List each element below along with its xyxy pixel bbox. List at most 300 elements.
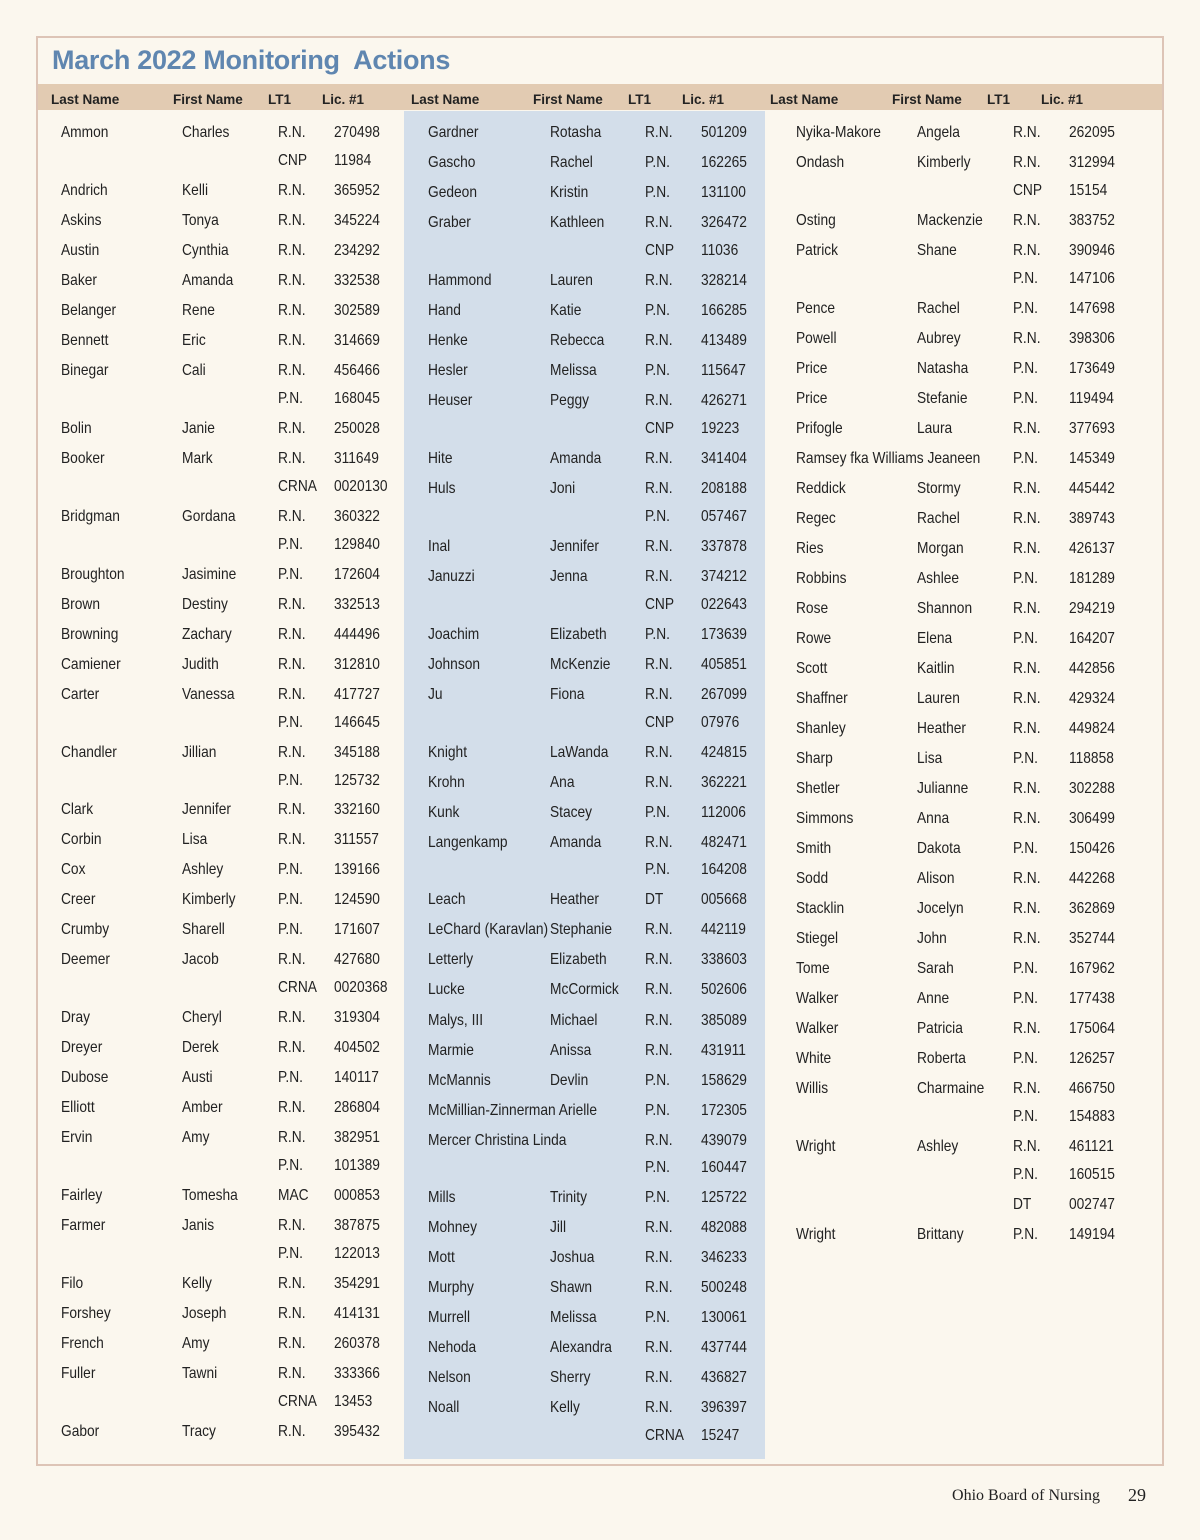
license-number: 404502 xyxy=(334,1039,380,1056)
license-type: P.N. xyxy=(1013,570,1038,587)
first-name: Sherry xyxy=(550,1369,591,1386)
header-first-name: First Name xyxy=(533,92,603,107)
last-name: Filo xyxy=(61,1275,84,1292)
first-name: Jacob xyxy=(182,951,219,968)
first-name: Morgan xyxy=(917,540,964,557)
license-type: P.N. xyxy=(645,626,670,643)
first-name: Kristin xyxy=(550,184,589,201)
license-number: 442268 xyxy=(1069,870,1115,887)
first-name: Amanda xyxy=(550,834,602,851)
first-name: Heather xyxy=(550,891,599,908)
last-name: Murrell xyxy=(428,1309,471,1326)
last-name: Hite xyxy=(428,450,453,467)
license-number: 164208 xyxy=(701,861,747,878)
license-number: 311557 xyxy=(334,831,379,848)
license-number: 345224 xyxy=(334,212,380,229)
first-name: Ashley xyxy=(182,861,224,878)
last-name: Joachim xyxy=(428,626,480,643)
license-number: 396397 xyxy=(701,1399,747,1416)
license-type: R.N. xyxy=(645,1042,673,1059)
first-name: Patricia xyxy=(917,1020,963,1037)
license-number: 119494 xyxy=(1069,390,1114,407)
last-name: Leach xyxy=(428,891,466,908)
last-name: Price xyxy=(796,390,828,407)
license-type: R.N. xyxy=(645,392,673,409)
license-type: P.N. xyxy=(645,1189,670,1206)
license-number: 482471 xyxy=(701,834,747,851)
license-number: 002747 xyxy=(1069,1196,1115,1213)
license-number: 500248 xyxy=(701,1279,747,1296)
first-name: Elizabeth xyxy=(550,626,607,643)
license-number: 262095 xyxy=(1069,124,1115,141)
first-name: Amber xyxy=(182,1099,223,1116)
first-name: Janie xyxy=(182,420,215,437)
table-row xyxy=(0,119,1200,147)
last-name: Deemer xyxy=(61,951,110,968)
license-number: 101389 xyxy=(334,1157,380,1174)
header-first-name: First Name xyxy=(173,92,243,107)
license-type: R.N. xyxy=(645,450,673,467)
table-row xyxy=(0,835,1200,863)
last-name: Reddick xyxy=(796,480,846,497)
license-type: P.N. xyxy=(1013,360,1038,377)
license-number: 390946 xyxy=(1069,242,1115,259)
license-type: R.N. xyxy=(1013,870,1041,887)
license-number: 173639 xyxy=(701,626,747,643)
last-name: Hammond xyxy=(428,272,492,289)
license-number: 346233 xyxy=(701,1249,747,1266)
license-type: R.N. xyxy=(1013,660,1041,677)
license-type: R.N. xyxy=(1013,420,1041,437)
last-name: Hesler xyxy=(428,362,468,379)
first-name: Kimberly xyxy=(917,154,971,171)
last-name: Elliott xyxy=(61,1099,95,1116)
license-type: R.N. xyxy=(278,1275,306,1292)
first-name: Kelly xyxy=(182,1275,212,1292)
license-number: 168045 xyxy=(334,390,380,407)
license-type: R.N. xyxy=(278,272,306,289)
license-type: R.N. xyxy=(645,1369,673,1386)
first-name: Fiona xyxy=(550,686,585,703)
license-number: 270498 xyxy=(334,124,380,141)
last-name: Askins xyxy=(61,212,102,229)
first-name: Devlin xyxy=(550,1072,589,1089)
first-name: Jillian xyxy=(182,744,217,761)
license-number: 124590 xyxy=(334,891,380,908)
license-type: R.N. xyxy=(645,744,673,761)
license-type: P.N. xyxy=(278,1245,303,1262)
table-row xyxy=(0,925,1200,953)
first-name: Amy xyxy=(182,1129,210,1146)
last-name: Osting xyxy=(796,212,836,229)
license-type: R.N. xyxy=(278,362,306,379)
first-name: Amanda xyxy=(550,450,602,467)
first-name: John xyxy=(917,930,947,947)
last-name: Henke xyxy=(428,332,468,349)
first-name: Rachel xyxy=(917,510,960,527)
last-name: Mills xyxy=(428,1189,456,1206)
license-number: 332513 xyxy=(334,596,380,613)
license-number: 341404 xyxy=(701,450,747,467)
last-name: Januzzi xyxy=(428,568,475,585)
license-number: 389743 xyxy=(1069,510,1115,527)
table-row xyxy=(0,1274,1200,1302)
first-name: Cynthia xyxy=(182,242,229,259)
last-name: Camiener xyxy=(61,656,121,673)
last-name: Malys, III xyxy=(428,1012,484,1029)
license-number: 145349 xyxy=(1069,450,1115,467)
license-type: P.N. xyxy=(278,772,303,789)
table-row xyxy=(0,445,1200,473)
table-row xyxy=(0,1075,1200,1103)
license-number: 131100 xyxy=(701,184,746,201)
license-number: 172604 xyxy=(334,566,380,583)
license-type: P.N. xyxy=(278,536,303,553)
last-name: Simmons xyxy=(796,810,854,827)
license-type: R.N. xyxy=(278,1129,306,1146)
last-name: Austin xyxy=(61,242,100,259)
footer-org: Ohio Board of Nursing xyxy=(952,1487,1100,1504)
license-number: 15247 xyxy=(701,1427,740,1444)
first-name: Rachel xyxy=(917,300,960,317)
table-row xyxy=(0,1015,1200,1043)
license-number: 362221 xyxy=(701,774,747,791)
license-type: P.N. xyxy=(278,1069,303,1086)
license-number: 286804 xyxy=(334,1099,380,1116)
license-type: DT xyxy=(645,891,664,908)
license-number: 139166 xyxy=(334,861,380,878)
license-number: 431911 xyxy=(701,1042,746,1059)
license-type: DT xyxy=(1013,1196,1032,1213)
license-number: 426137 xyxy=(1069,540,1115,557)
license-type: R.N. xyxy=(278,626,306,643)
table-row xyxy=(0,1221,1200,1249)
last-name: Bridgman xyxy=(61,508,120,525)
header-lt1: LT1 xyxy=(628,92,651,107)
license-type: R.N. xyxy=(645,774,673,791)
license-type: R.N. xyxy=(645,1219,673,1236)
first-name: Dakota xyxy=(917,840,961,857)
last-name: Johnson xyxy=(428,656,481,673)
license-number: 328214 xyxy=(701,272,747,289)
license-number: 398306 xyxy=(1069,330,1115,347)
table-row xyxy=(0,775,1200,803)
license-number: 175064 xyxy=(1069,1020,1115,1037)
table-row xyxy=(0,177,1200,205)
license-number: 0020368 xyxy=(334,979,388,996)
first-name: Jennifer xyxy=(550,538,599,555)
license-number: 482088 xyxy=(701,1219,747,1236)
first-name: Derek xyxy=(182,1039,219,1056)
first-name: Jocelyn xyxy=(917,900,964,917)
table-row xyxy=(0,565,1200,593)
license-type: CRNA xyxy=(278,1393,317,1410)
license-type: R.N. xyxy=(278,420,306,437)
license-number: 302288 xyxy=(1069,780,1115,797)
license-number: 122013 xyxy=(334,1245,380,1262)
first-name: Gordana xyxy=(182,508,236,525)
license-number: 160447 xyxy=(701,1159,747,1176)
last-name: Scott xyxy=(796,660,828,677)
license-type: R.N. xyxy=(278,801,306,818)
last-name: Cox xyxy=(61,861,86,878)
license-number: 167962 xyxy=(1069,960,1115,977)
license-type: R.N. xyxy=(645,1012,673,1029)
license-number: 387875 xyxy=(334,1217,380,1234)
last-name: Nyika-Makore xyxy=(796,124,881,141)
first-name: Aubrey xyxy=(917,330,961,347)
first-name: Michael xyxy=(550,1012,598,1029)
first-name: Eric xyxy=(182,332,206,349)
last-name: Fairley xyxy=(61,1187,103,1204)
license-type: R.N. xyxy=(278,1305,306,1322)
first-name: Lisa xyxy=(917,750,943,767)
license-number: 439079 xyxy=(701,1132,747,1149)
header-lic1: Lic. #1 xyxy=(682,92,725,107)
last-name: Dray xyxy=(61,1009,91,1026)
license-type: R.N. xyxy=(1013,780,1041,797)
last-name: Smith xyxy=(796,840,832,857)
license-number: 130061 xyxy=(701,1309,747,1326)
first-name: McCormick xyxy=(550,981,619,998)
first-name: Kelli xyxy=(182,182,209,199)
first-name: Angela xyxy=(917,124,960,141)
last-name: Robbins xyxy=(796,570,847,587)
license-number: 140117 xyxy=(334,1069,379,1086)
table-row xyxy=(0,149,1200,177)
last-name: Ervin xyxy=(61,1129,93,1146)
last-name: White xyxy=(796,1050,832,1067)
last-name: Gedeon xyxy=(428,184,477,201)
license-type: P.N. xyxy=(1013,630,1038,647)
license-number: 260378 xyxy=(334,1335,380,1352)
license-type: CRNA xyxy=(278,478,317,495)
last-name: LeChard (Karavlan) xyxy=(428,921,549,938)
license-number: 312810 xyxy=(334,656,380,673)
license-type: P.N. xyxy=(278,1157,303,1174)
license-type: R.N. xyxy=(1013,600,1041,617)
license-type: P.N. xyxy=(1013,840,1038,857)
last-name: Nehoda xyxy=(428,1339,477,1356)
license-type: R.N. xyxy=(645,1249,673,1266)
license-type: CNP xyxy=(645,714,675,731)
last-name: Binegar xyxy=(61,362,109,379)
license-number: 250028 xyxy=(334,420,380,437)
last-name: Browning xyxy=(61,626,119,643)
license-type: R.N. xyxy=(1013,330,1041,347)
license-type: P.N. xyxy=(645,1309,670,1326)
first-name: Stephanie xyxy=(550,921,612,938)
table-row xyxy=(0,325,1200,353)
license-type: P.N. xyxy=(278,891,303,908)
last-name: Gabor xyxy=(61,1423,100,1440)
license-type: CNP xyxy=(645,242,675,259)
last-name: Fuller xyxy=(61,1365,96,1382)
last-name: Dreyer xyxy=(61,1039,103,1056)
license-type: R.N. xyxy=(645,332,673,349)
license-type: P.N. xyxy=(645,1072,670,1089)
license-number: 413489 xyxy=(701,332,747,349)
table-row xyxy=(0,1304,1200,1332)
last-name: Krohn xyxy=(428,774,465,791)
license-type: R.N. xyxy=(278,596,306,613)
table-row xyxy=(0,595,1200,623)
license-number: 445442 xyxy=(1069,480,1115,497)
table-row xyxy=(0,895,1200,923)
license-type: R.N. xyxy=(1013,1080,1041,1097)
license-type: R.N. xyxy=(645,1399,673,1416)
license-number: 414131 xyxy=(334,1305,380,1322)
first-name: Elena xyxy=(917,630,953,647)
table-row xyxy=(0,535,1200,563)
license-type: R.N. xyxy=(1013,1020,1041,1037)
license-type: R.N. xyxy=(645,834,673,851)
license-type: P.N. xyxy=(1013,1050,1038,1067)
last-name: Ju xyxy=(428,686,443,703)
last-name: Lucke xyxy=(428,981,465,998)
table-row xyxy=(0,985,1200,1013)
license-type: R.N. xyxy=(645,686,673,703)
first-name: Stormy xyxy=(917,480,961,497)
last-name: Farmer xyxy=(61,1217,106,1234)
first-name: Kathleen xyxy=(550,214,605,231)
license-number: 147698 xyxy=(1069,300,1115,317)
last-name: Mercer Christina Linda xyxy=(428,1132,567,1149)
table-row xyxy=(0,1191,1200,1219)
table-row xyxy=(0,715,1200,743)
first-name: Kaitlin xyxy=(917,660,955,677)
table-row xyxy=(0,805,1200,833)
license-type: P.N. xyxy=(645,508,670,525)
license-number: 352744 xyxy=(1069,930,1115,947)
license-type: R.N. xyxy=(645,124,673,141)
first-name: Rebecca xyxy=(550,332,605,349)
first-name: Lisa xyxy=(182,831,208,848)
last-name: Creer xyxy=(61,891,96,908)
license-type: P.N. xyxy=(1013,1166,1038,1183)
license-type: P.N. xyxy=(645,154,670,171)
first-name: Shane xyxy=(917,242,957,259)
last-name: Forshey xyxy=(61,1305,111,1322)
license-number: 424815 xyxy=(701,744,747,761)
license-type: R.N. xyxy=(1013,124,1041,141)
first-name: Shawn xyxy=(550,1279,593,1296)
first-name: Charles xyxy=(182,124,230,141)
last-name: Shanley xyxy=(796,720,846,737)
last-name: Corbin xyxy=(61,831,102,848)
last-name: Belanger xyxy=(61,302,117,319)
header-lt1: LT1 xyxy=(268,92,291,107)
license-number: 312994 xyxy=(1069,154,1115,171)
license-number: 311649 xyxy=(334,450,379,467)
license-type: P.N. xyxy=(1013,390,1038,407)
first-name: Cheryl xyxy=(182,1009,222,1026)
last-name: Regec xyxy=(796,510,836,527)
license-type: R.N. xyxy=(278,1365,306,1382)
license-type: R.N. xyxy=(278,1217,306,1234)
last-name: Inal xyxy=(428,538,451,555)
last-name: Bennett xyxy=(61,332,109,349)
last-name: McMannis xyxy=(428,1072,491,1089)
license-number: 115647 xyxy=(701,362,746,379)
license-number: 118858 xyxy=(1069,750,1114,767)
first-name: Sharell xyxy=(182,921,225,938)
license-type: R.N. xyxy=(1013,540,1041,557)
last-name: Rowe xyxy=(796,630,832,647)
license-type: R.N. xyxy=(278,212,306,229)
header-first-name: First Name xyxy=(892,92,962,107)
license-type: P.N. xyxy=(278,566,303,583)
table-row xyxy=(0,865,1200,893)
license-type: P.N. xyxy=(1013,960,1038,977)
license-type: R.N. xyxy=(278,951,306,968)
license-number: 267099 xyxy=(701,686,747,703)
last-name: Price xyxy=(796,360,828,377)
license-type: CRNA xyxy=(278,979,317,996)
header-lic1: Lic. #1 xyxy=(1041,92,1084,107)
first-name: Rene xyxy=(182,302,215,319)
license-type: R.N. xyxy=(278,831,306,848)
license-number: 466750 xyxy=(1069,1080,1115,1097)
license-type: P.N. xyxy=(1013,270,1038,287)
first-name: Mark xyxy=(182,450,213,467)
license-type: P.N. xyxy=(645,362,670,379)
license-number: 319304 xyxy=(334,1009,380,1026)
license-number: 385089 xyxy=(701,1012,747,1029)
first-name: Joni xyxy=(550,480,576,497)
license-number: 11036 xyxy=(701,242,739,259)
license-number: 442119 xyxy=(701,921,746,938)
license-number: 427680 xyxy=(334,951,380,968)
license-type: R.N. xyxy=(1013,510,1041,527)
last-name: Carter xyxy=(61,686,100,703)
license-number: 449824 xyxy=(1069,720,1115,737)
last-name: Nelson xyxy=(428,1369,471,1386)
last-name: Shetler xyxy=(796,780,840,797)
last-name: Booker xyxy=(61,450,105,467)
license-type: CNP xyxy=(645,596,675,613)
last-name: Mott xyxy=(428,1249,455,1266)
header-last-name: Last Name xyxy=(411,92,480,107)
license-number: 173649 xyxy=(1069,360,1115,377)
license-number: 306499 xyxy=(1069,810,1115,827)
license-number: 354291 xyxy=(334,1275,380,1292)
last-name: Stacklin xyxy=(796,900,845,917)
first-name: Trinity xyxy=(550,1189,587,1206)
license-type: P.N. xyxy=(1013,1226,1038,1243)
license-type: R.N. xyxy=(278,332,306,349)
first-name: Lauren xyxy=(917,690,960,707)
first-name: Ashley xyxy=(917,1138,959,1155)
license-type: P.N. xyxy=(1013,750,1038,767)
first-name: Anissa xyxy=(550,1042,592,1059)
license-type: R.N. xyxy=(645,214,673,231)
first-name: Stefanie xyxy=(917,390,968,407)
last-name: McMillian-Zinnerman Arielle xyxy=(428,1102,597,1119)
license-type: R.N. xyxy=(645,1279,673,1296)
first-name: Kimberly xyxy=(182,891,236,908)
last-name: Knight xyxy=(428,744,468,761)
first-name: Tomesha xyxy=(182,1187,238,1204)
license-number: 0020130 xyxy=(334,478,388,495)
first-name: Alison xyxy=(917,870,955,887)
table-row xyxy=(0,1364,1200,1392)
license-type: R.N. xyxy=(1013,212,1041,229)
table-row xyxy=(0,685,1200,713)
license-type: R.N. xyxy=(1013,1138,1041,1155)
license-type: R.N. xyxy=(278,1039,306,1056)
first-name: Sarah xyxy=(917,960,954,977)
